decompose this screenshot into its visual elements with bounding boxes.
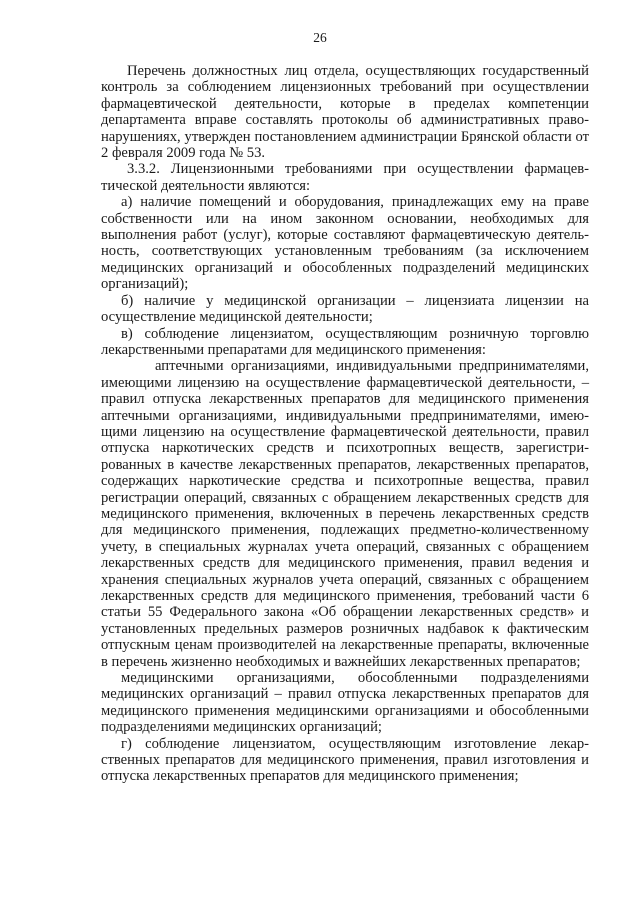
sub-item-medical-organizations: медицинскими организациями, обособленными подразделениями медицинских организаций – правил отпуска лекарственных препаратов для медицинского применения медицинскими организациями и обособленными подразделениями медицинских организаций; xyxy=(101,670,589,736)
list-item-a: а) наличие помещений и оборудования, принадлежащих ему на праве собственности или на ином законном основании, необходимых для выполнения работ (услуг), которые составляют фармацевтическую деятель-ность, соответствующих установленным требованиям (за исключением медицинских организаций и обособленных подразделений медицинских организаций); xyxy=(101,194,589,293)
paragraph-officials-list: Перечень должностных лиц отдела, осуществляющих государственный контроль за соблюдением лицензионных требований при осуществлении фармацевтической деятельности, которые в пределах компетенции департамента вправе составлять протоколы об административных право-нарушениях, утвержден постановлением администрации Брянской области от 2 февраля 2009 года № 53. xyxy=(101,63,589,162)
list-item-g: г) соблюдение лицензиатом, осуществляющим изготовление лекар-ственных препаратов для медицинского применения, правил изготовления и отпуска лекарственных препаратов для медицинского применения; xyxy=(101,735,589,785)
list-item-b: б) наличие у медицинской организации – лицензиата лицензии на осуществление медицинской деятельности; xyxy=(101,292,589,326)
page-number: 26 xyxy=(313,30,327,45)
sub-item-pharmacies: аптечными организациями, индивидуальными предпринимателями, имеющими лицензию на осуществление фармацевтической деятельности, – правил отпуска лекарственных препаратов для медицинского применения аптечными организациями, индивидуальными предпринимателями, имею-щими лицензию на осуществление фармацевтической деятельности, правил отпуска наркотических средств и психотропных веществ, зарегистри-рованных в качестве лекарственных препаратов, лекарственных препаратов, содержащих наркотические средства и психотропные вещества, правил регистрации операций, связанных с обращением лекарственных средств для медицинского применения, включенных в перечень лекарственных средств для медицинского применения, подлежащих предметно-количественному учету, в специальных журналах учета операций, связанных с обращением лекарственных средств для медицинского применения, правил ведения и хранения специальных журналов учета операций, связанных с обращением лекарственных средств для медицинского применения, требований части 6 статьи 55 Федерального закона «Об обращении лекарственных средств» и установленных предельных размеров розничных надбавок к фактическим отпускным ценам производителей на лекарственные препараты, включенные в перечень жизненно необходимых и важнейших лекарственных препаратов; xyxy=(101,358,589,670)
paragraph-section-3-3-2: 3.3.2. Лицензионными требованиями при осуществлении фармацев-тической деятельности являются: xyxy=(101,161,589,194)
document-body xyxy=(101,63,589,785)
list-item-v: в) соблюдение лицензиатом, осуществляющим розничную торговлю лекарственными препаратами для медицинского применения: xyxy=(101,325,589,358)
